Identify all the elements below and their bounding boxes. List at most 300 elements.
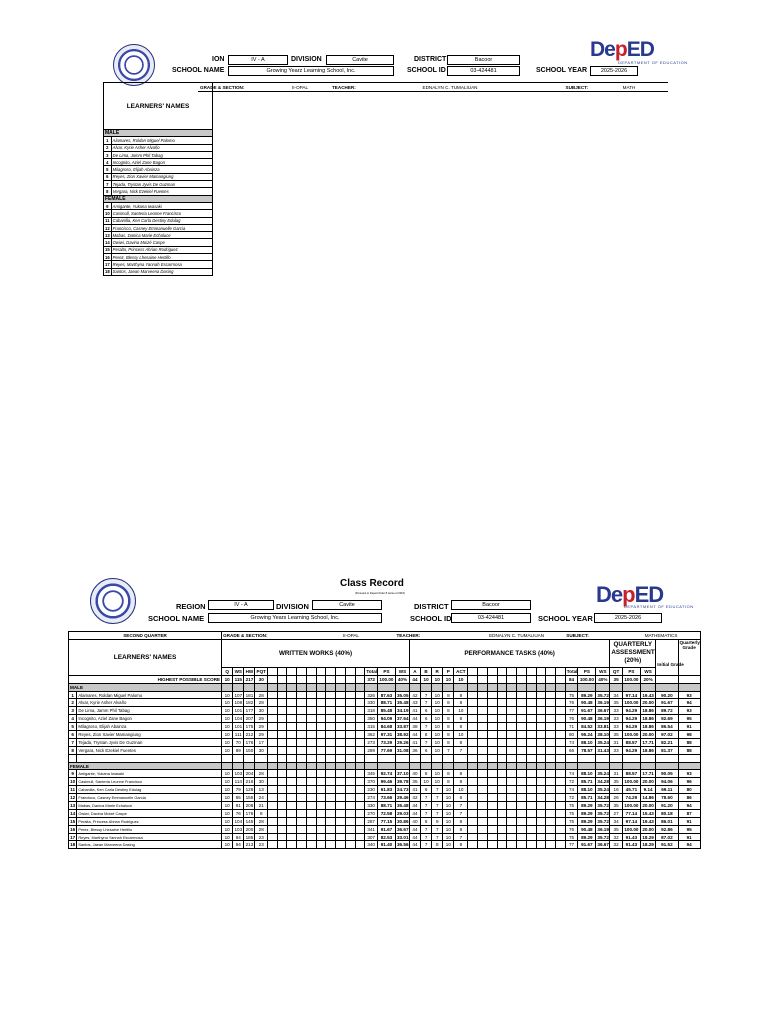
learner-name: Reyes, Marthyna Yannah Escarrnosa <box>77 833 222 841</box>
hps-qa: 35 <box>610 675 623 683</box>
empty-cell <box>487 715 497 723</box>
empty-cell <box>297 738 307 746</box>
learner-row <box>104 239 213 246</box>
qa-ps: 100.00 <box>622 699 640 707</box>
pt-score: 38 <box>409 723 420 731</box>
empty-col-header <box>336 667 346 675</box>
empty-cell <box>596 754 610 762</box>
ww-score: 28 <box>255 825 268 833</box>
empty-cell <box>555 770 565 778</box>
empty-cell <box>355 738 365 746</box>
empty-cell <box>297 746 307 754</box>
ww-total: 230 <box>365 786 378 794</box>
empty-cell <box>316 691 326 699</box>
empty-cell <box>277 833 287 841</box>
empty-cell <box>316 738 326 746</box>
quarterly-grade: 96 <box>678 778 700 786</box>
pt-score: 8 <box>454 770 468 778</box>
table-row <box>69 770 701 778</box>
empty-cell <box>287 817 297 825</box>
empty-cell <box>326 833 336 841</box>
empty-cell <box>277 723 287 731</box>
learner-row <box>104 210 213 217</box>
empty-cell <box>507 841 517 849</box>
empty-cell <box>507 817 517 825</box>
grade-section-label: GRADE & SECTION: <box>222 632 307 640</box>
learner-number: 3 <box>104 151 112 158</box>
empty-cell <box>555 778 565 786</box>
empty-cell <box>336 762 346 770</box>
ww-ws: 37.64 <box>397 716 409 722</box>
empty-cell <box>306 770 316 778</box>
qa-ws: 17.71 <box>642 771 654 777</box>
ww-score: 10 <box>222 707 233 715</box>
subject-value: MATHEMATICS <box>622 632 700 640</box>
learner-number: 6 <box>104 173 112 180</box>
ww-ws: 31.08 <box>397 747 409 753</box>
empty-cell <box>468 683 478 691</box>
pt-score: 44 <box>409 825 420 833</box>
empty-cell <box>277 825 287 833</box>
empty-cell <box>306 754 316 762</box>
division-field-2: Cavite <box>312 600 382 610</box>
empty-cell <box>287 802 297 810</box>
empty-cell <box>355 825 365 833</box>
learner-number: 5 <box>69 723 77 731</box>
qa-ps: 45.71 <box>622 786 640 794</box>
empty-col-header <box>546 667 556 675</box>
learner-number: 8 <box>69 746 77 754</box>
empty-cell <box>316 699 326 707</box>
empty-cell <box>268 731 278 739</box>
empty-cell <box>507 715 517 723</box>
empty-cell <box>487 691 497 699</box>
pt-score: 10 <box>443 817 454 825</box>
empty-cell <box>497 754 507 762</box>
class-record-title: Class Record <box>340 578 404 589</box>
empty-cell <box>326 786 336 794</box>
ww-score: 101 <box>234 724 243 730</box>
empty-cell <box>507 675 517 683</box>
quarterly-grade: 95 <box>678 715 700 723</box>
initial-grade: 91.20 <box>656 802 678 810</box>
empty-cell <box>517 809 527 817</box>
quarterly-grade: 94 <box>678 802 700 810</box>
empty-cell <box>326 762 336 770</box>
empty-cell <box>277 691 287 699</box>
ww-score: 17 <box>255 738 268 746</box>
empty-cell <box>377 754 395 762</box>
ww-score: 10 <box>222 802 233 810</box>
learner-name: Reyes, Zion Xavier Mamangiung <box>111 173 212 180</box>
ww-total: 270 <box>365 809 378 817</box>
empty-cell <box>555 833 565 841</box>
learner-row <box>104 246 213 253</box>
empty-cell <box>306 802 316 810</box>
empty-cell <box>526 762 536 770</box>
initial-grade: 91.52 <box>656 841 678 849</box>
pt-score: 41 <box>409 707 420 715</box>
empty-cell <box>497 825 507 833</box>
qa-ws-header: WS <box>640 667 655 675</box>
school-id-field-2: 03-424481 <box>451 613 531 623</box>
qa-ws: 18.29 <box>642 834 654 840</box>
pt-score: 44 <box>409 833 420 841</box>
learner-number: 18 <box>70 842 76 848</box>
female-group-header <box>104 195 213 202</box>
empty-cell <box>517 841 527 849</box>
initial-grade: 86.54 <box>656 723 678 731</box>
empty-cell <box>287 683 297 691</box>
empty-cell <box>277 809 287 817</box>
learner-name: Santos, Jaean Marveena Dasing <box>111 268 212 275</box>
ww-total: 315 <box>365 723 378 731</box>
empty-cell <box>326 754 336 762</box>
pt-score: 10 <box>432 707 443 715</box>
pt-score: 7 <box>454 809 468 817</box>
empty-cell <box>306 762 316 770</box>
empty-cell <box>306 683 316 691</box>
empty-cell <box>336 731 346 739</box>
learner-name: Casimull, Santeria Leonne Francisco <box>77 778 222 786</box>
pt-score: 10 <box>432 723 443 731</box>
ww-ps: 73.29 <box>377 738 395 746</box>
learner-number: 17 <box>105 261 110 267</box>
empty-cell <box>255 762 268 770</box>
ww-ps: 88.71 <box>377 699 395 707</box>
ww-ps: 77.15 <box>377 817 395 825</box>
qa-score: 35 <box>610 778 623 786</box>
empty-cell <box>536 794 546 802</box>
pt-score: 10 <box>443 809 454 817</box>
empty-cell <box>546 778 556 786</box>
empty-cell <box>565 762 578 770</box>
empty-cell <box>468 675 478 683</box>
empty-cell <box>536 691 546 699</box>
pt-score: 8 <box>443 691 454 699</box>
learner-number: 8 <box>104 188 112 195</box>
hps-pt-cell: 10 <box>454 675 468 683</box>
ww-score: 10 <box>222 770 233 778</box>
empty-cell <box>517 715 527 723</box>
pt-total-header: Total <box>566 668 578 674</box>
teacher-value: EDNALYN C. TUMALIUAN <box>390 83 510 92</box>
empty-cell <box>610 762 623 770</box>
learner-name: De Lima, Jamm Phil Tabag <box>111 151 212 158</box>
empty-cell <box>287 794 297 802</box>
learner-number: 6 <box>69 731 77 739</box>
empty-cell <box>478 802 488 810</box>
ww-score: 85 <box>233 794 244 802</box>
learner-row <box>104 268 213 275</box>
pt-ps: 90.48 <box>578 715 596 723</box>
empty-cell <box>536 809 546 817</box>
qa-score: 31 <box>610 770 623 778</box>
empty-cell <box>578 762 596 770</box>
initial-grade: 97.02 <box>656 731 678 739</box>
empty-cell <box>287 675 297 683</box>
empty-cell <box>497 699 507 707</box>
ww-score: 108 <box>234 700 243 706</box>
ww-score: 145 <box>245 818 254 824</box>
empty-cell <box>526 833 536 841</box>
ww-score: 28 <box>255 699 268 707</box>
ww-total: 330 <box>365 699 378 707</box>
empty-cell <box>345 833 355 841</box>
empty-cell <box>497 809 507 817</box>
qa-score: 32 <box>610 841 623 849</box>
empty-cell <box>526 738 536 746</box>
ww-ps: 77.69 <box>377 746 395 754</box>
learner-name: Cabanilla, Ken Carla Destiny Edulag <box>111 217 212 224</box>
empty-cell <box>487 675 497 683</box>
pt-ps: 88.10 <box>578 786 596 794</box>
pt-ps: 91.67 <box>578 707 596 715</box>
qa-score: 35 <box>610 699 623 707</box>
initial-grade: 92.86 <box>656 825 678 833</box>
empty-cell <box>468 825 478 833</box>
empty-cell <box>306 825 316 833</box>
ww-score: 23 <box>255 841 268 849</box>
ww-ws: 36.67 <box>397 826 409 832</box>
empty-cell <box>326 699 336 707</box>
learner-number: 4 <box>104 159 112 166</box>
empty-cell <box>536 746 546 754</box>
qa-ws: 18.86 <box>642 708 654 714</box>
empty-cell <box>517 731 527 739</box>
pt-score: 40 <box>409 817 420 825</box>
division-field: Cavite <box>326 55 394 65</box>
pt-score: 8 <box>454 738 468 746</box>
empty-cell <box>326 809 336 817</box>
empty-cell <box>546 731 556 739</box>
ww-total: 330 <box>365 802 378 810</box>
learner-number: 11 <box>105 218 110 224</box>
qa-score: 33 <box>610 723 623 731</box>
empty-cell <box>345 825 355 833</box>
pt-ps: 95.24 <box>578 731 596 739</box>
ww-score: 29 <box>255 715 268 723</box>
ww-score: 29 <box>255 723 268 731</box>
empty-cell <box>222 762 233 770</box>
empty-cell <box>526 817 536 825</box>
ww-score: 207 <box>245 716 254 722</box>
empty-cell <box>277 770 287 778</box>
table-row <box>69 731 701 739</box>
performance-tasks-header: PERFORMANCE TASKS (40%) <box>409 639 609 667</box>
empty-cell <box>526 778 536 786</box>
empty-cell <box>297 731 307 739</box>
empty-cell <box>336 794 346 802</box>
pt-score: 10 <box>432 770 443 778</box>
empty-cell <box>546 817 556 825</box>
pt-score: 8 <box>443 738 454 746</box>
quarterly-grade: 93 <box>678 707 700 715</box>
ww-total: 318 <box>365 707 378 715</box>
empty-cell <box>355 770 365 778</box>
pt-total: 74 <box>565 786 578 794</box>
empty-cell <box>546 691 556 699</box>
empty-cell <box>468 762 478 770</box>
learner-row <box>104 217 213 224</box>
ww-score: 10 <box>222 817 233 825</box>
ww-ws: 35.48 <box>397 802 409 808</box>
empty-cell <box>345 770 355 778</box>
empty-cell <box>536 723 546 731</box>
ww-score: 21 <box>255 802 268 810</box>
empty-cell <box>277 754 287 762</box>
ww-score: 103 <box>234 771 243 777</box>
empty-cell <box>297 778 307 786</box>
initial-grade: 94.06 <box>656 778 678 786</box>
empty-cell <box>297 770 307 778</box>
pt-total: 72 <box>565 778 578 786</box>
empty-cell <box>497 691 507 699</box>
empty-cell <box>487 809 497 817</box>
pt-score: 7 <box>443 746 454 754</box>
qa-score: 35 <box>610 825 623 833</box>
ww-score: 103 <box>234 826 243 832</box>
empty-cell <box>536 707 546 715</box>
empty-cell <box>468 691 478 699</box>
empty-cell <box>268 754 278 762</box>
qa-ps: 88.57 <box>622 738 640 746</box>
empty-cell <box>336 809 346 817</box>
empty-cell <box>596 683 610 691</box>
empty-cell <box>478 683 488 691</box>
empty-cell <box>468 699 478 707</box>
learners-names-header: LEARNERS' NAMES <box>104 83 213 130</box>
empty-cell <box>555 825 565 833</box>
info-strip-1 <box>198 82 668 92</box>
empty-cell <box>233 754 244 762</box>
empty-cell <box>487 817 497 825</box>
hps-pt-cell: 10 <box>421 675 432 683</box>
empty-cell <box>268 802 278 810</box>
qa-ps: 88.57 <box>622 770 640 778</box>
pt-ws: 31.43 <box>597 747 609 753</box>
empty-cell <box>640 754 655 762</box>
empty-cell <box>336 723 346 731</box>
empty-cell <box>77 754 222 762</box>
empty-col-header <box>287 667 297 675</box>
empty-cell <box>468 841 478 849</box>
qa-ps: 97.14 <box>622 691 640 699</box>
pt-ps: 89.29 <box>578 802 596 810</box>
ww-ps: 92.74 <box>377 770 395 778</box>
table-row <box>69 699 701 707</box>
pt-score: 8 <box>454 691 468 699</box>
learner-name: Santos, Jaean Marveena Dasing <box>77 841 222 849</box>
ww-ps: 82.53 <box>377 833 395 841</box>
pt-ws: 34.28 <box>597 795 609 801</box>
ww-col-header: HW <box>245 668 254 674</box>
empty-cell <box>517 817 527 825</box>
empty-cell <box>268 770 278 778</box>
ww-score: 24 <box>255 794 268 802</box>
pt-ws: 34.28 <box>597 779 609 785</box>
empty-cell <box>546 738 556 746</box>
qa-score: 34 <box>610 691 623 699</box>
ww-ws: 39.78 <box>397 779 409 785</box>
empty-cell <box>610 754 623 762</box>
info-strip-row <box>69 632 701 640</box>
empty-cell <box>487 841 497 849</box>
initial-grade: 86.01 <box>656 817 678 825</box>
empty-cell <box>536 754 546 762</box>
empty-cell <box>555 731 565 739</box>
ww-score: 176 <box>245 810 254 816</box>
empty-cell <box>678 754 700 762</box>
empty-cell <box>277 707 287 715</box>
empty-cell <box>478 754 488 762</box>
empty-cell <box>546 809 556 817</box>
empty-cell <box>268 715 278 723</box>
ww-score: 114 <box>234 779 242 785</box>
hps-ww-ws: 40% <box>396 675 410 683</box>
learner-number: 15 <box>105 247 110 253</box>
female-group-header-label: FEMALE <box>104 195 213 202</box>
pt-score: 10 <box>443 786 454 794</box>
pt-score: 8 <box>443 715 454 723</box>
quarterly-grade: 95 <box>678 825 700 833</box>
empty-cell <box>268 691 278 699</box>
empty-cell <box>526 699 536 707</box>
empty-cell <box>355 691 365 699</box>
empty-cell <box>487 833 497 841</box>
qt-header: QT <box>610 667 623 675</box>
empty-cell <box>487 802 497 810</box>
ww-score: 104 <box>234 716 243 722</box>
empty-cell <box>297 794 307 802</box>
empty-cell <box>336 778 346 786</box>
empty-cell <box>622 762 640 770</box>
ww-score: 10 <box>222 794 233 802</box>
learner-name: Casimull, Santeria Leonne Francisco <box>111 210 212 217</box>
learner-number: 13 <box>105 232 110 238</box>
empty-cell <box>468 817 478 825</box>
empty-cell <box>287 738 297 746</box>
empty-cell <box>478 707 488 715</box>
ww-score: 200 <box>245 826 254 832</box>
empty-cell <box>536 778 546 786</box>
empty-cell <box>478 699 488 707</box>
ww-ps: 85.48 <box>377 707 395 715</box>
school-name-field: Growing Yearz Learning School, Inc. <box>228 66 394 76</box>
empty-cell <box>355 723 365 731</box>
pt-score: 44 <box>409 731 420 739</box>
empty-cell <box>355 817 365 825</box>
ww-score: 94 <box>233 833 244 841</box>
empty-cell <box>355 794 365 802</box>
school-year-field-2: 2025-2026 <box>594 613 662 623</box>
empty-cell <box>336 675 346 683</box>
empty-cell <box>555 802 565 810</box>
empty-cell <box>497 723 507 731</box>
empty-cell <box>487 738 497 746</box>
learner-name: Francisco, Casney Emmanuelle Garcia <box>77 794 222 802</box>
empty-cell <box>517 707 527 715</box>
pt-col-header: ACT <box>454 667 468 675</box>
empty-cell <box>306 707 316 715</box>
empty-cell <box>345 731 355 739</box>
empty-cell <box>316 794 326 802</box>
empty-cell <box>287 825 297 833</box>
pt-total: 76 <box>565 825 578 833</box>
empty-cell <box>678 683 700 691</box>
empty-cell <box>546 675 556 683</box>
empty-cell <box>497 817 507 825</box>
